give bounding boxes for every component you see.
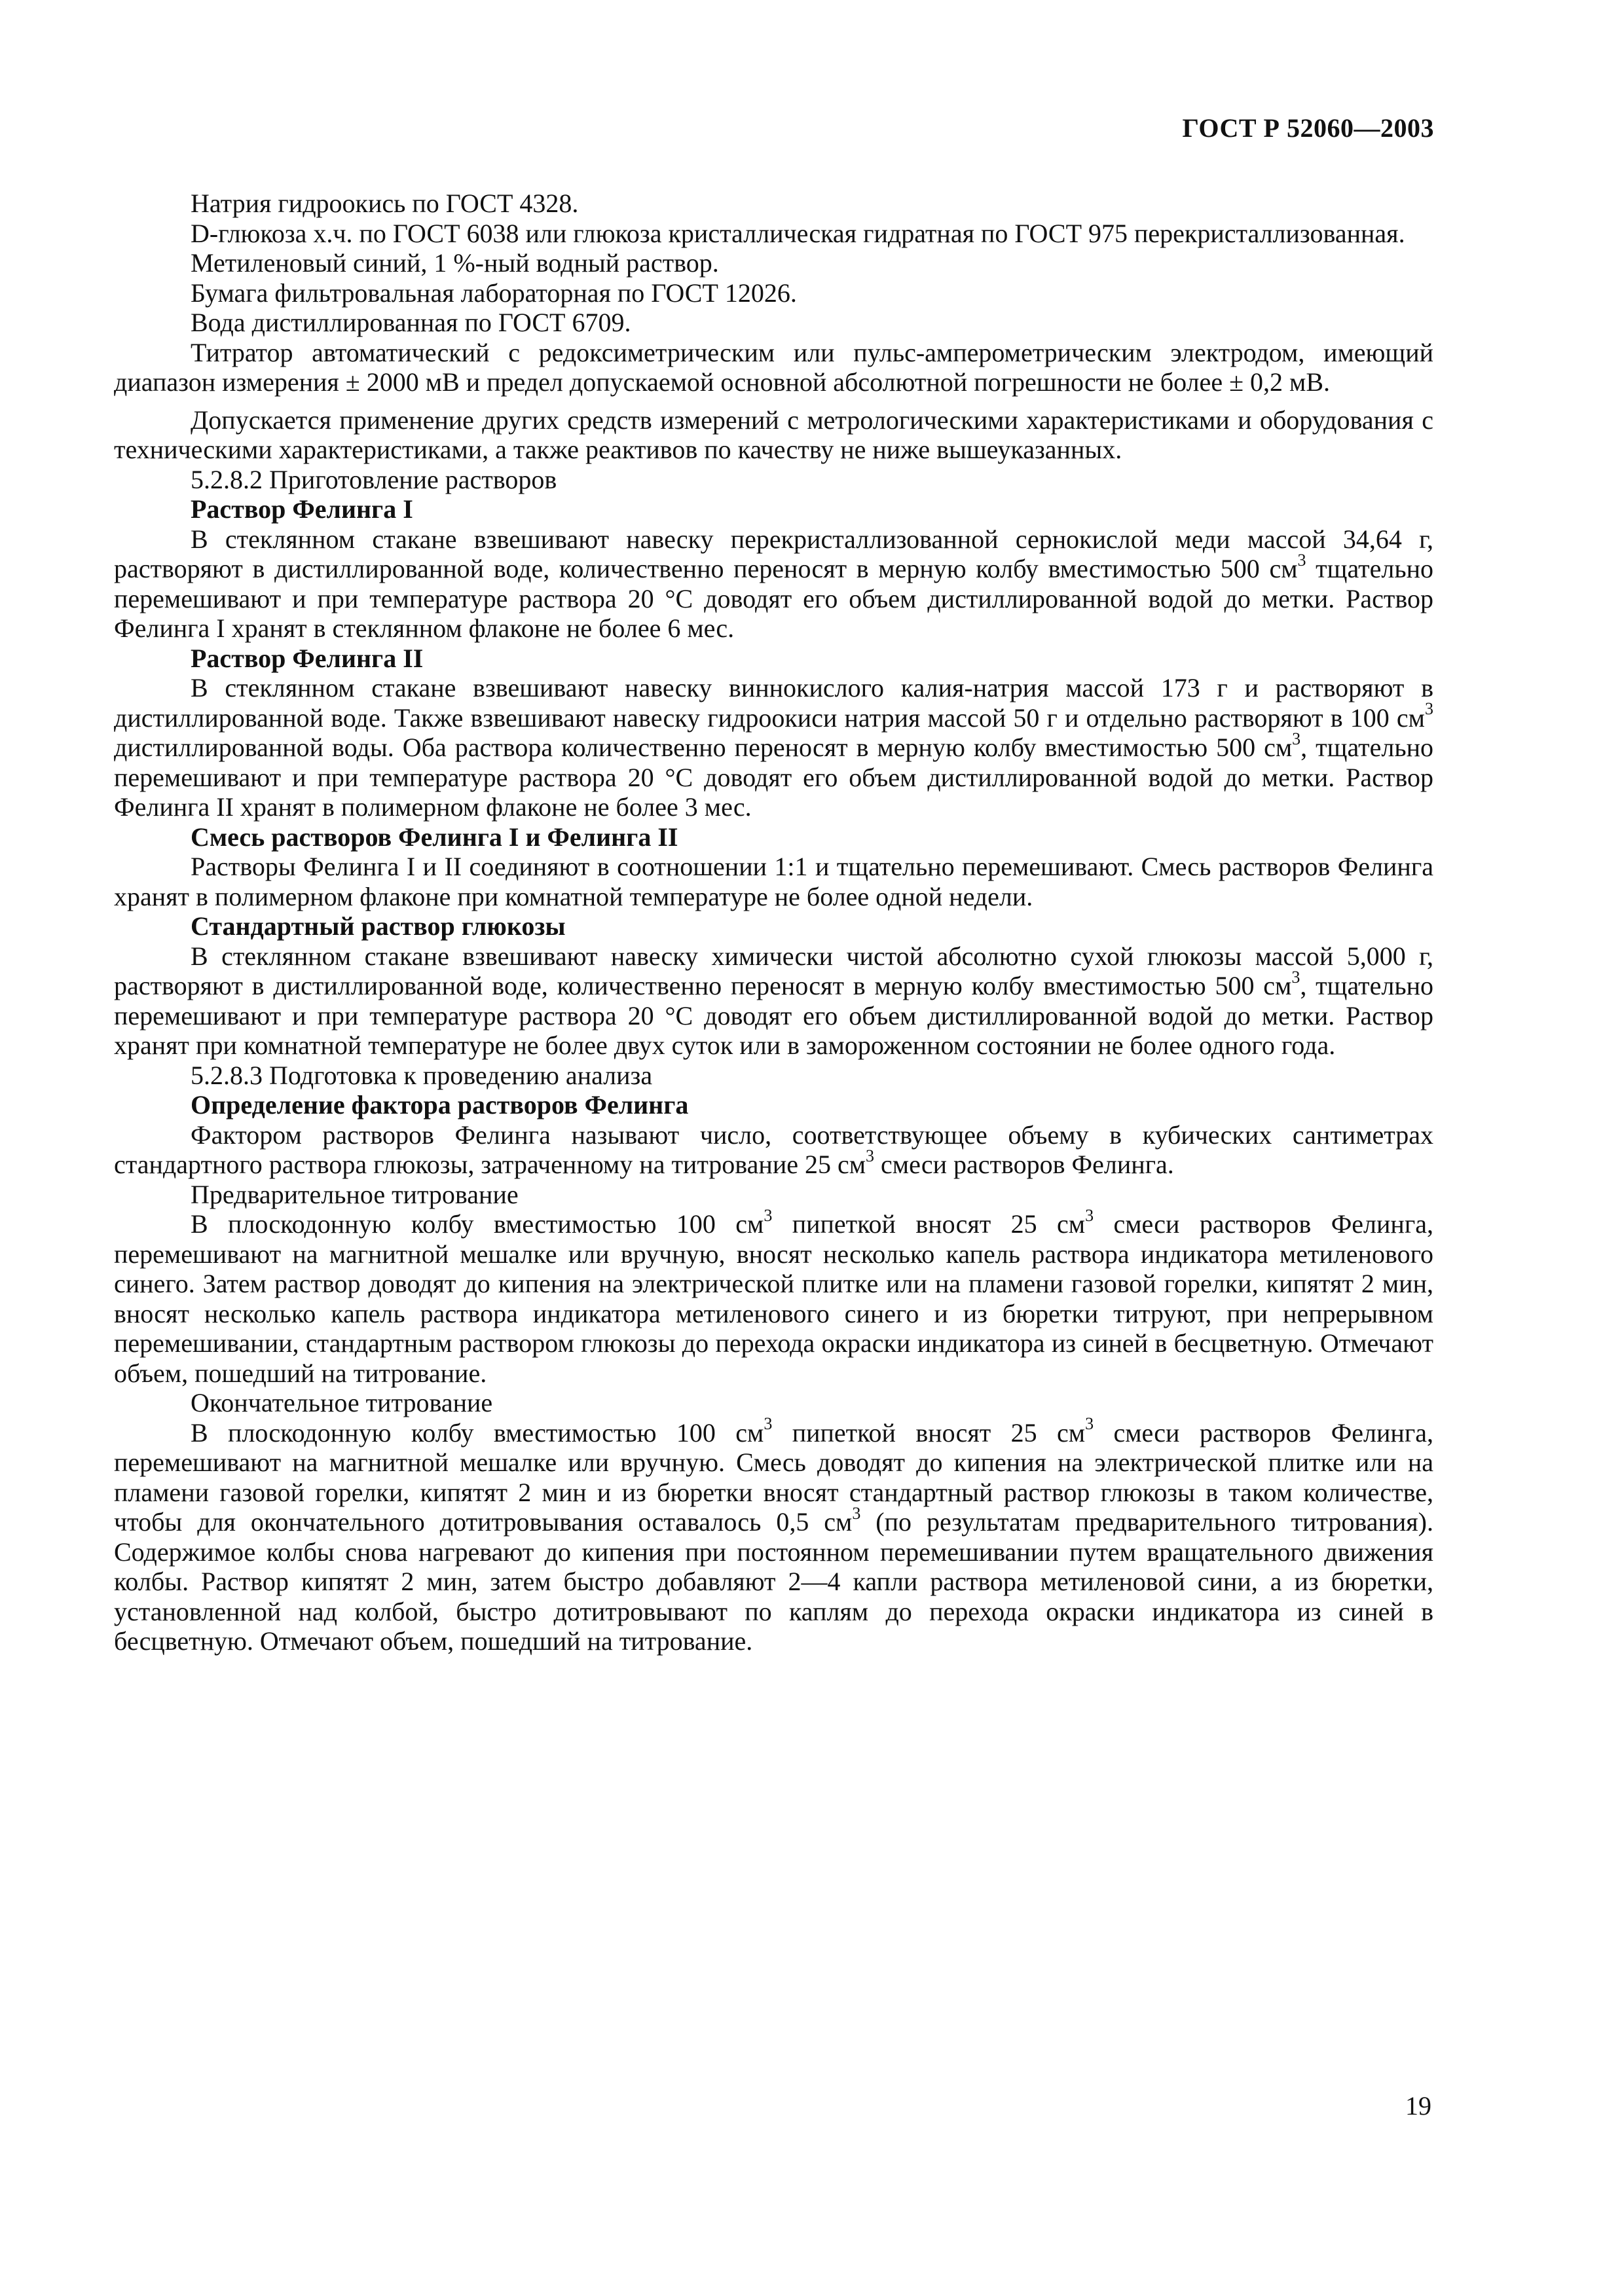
superscript: 3 <box>1085 1205 1094 1225</box>
allowance-paragraph: Допускается применение других средств измерений с метрологическими характеристиками и оборудования с техническими характеристиками, а также реактивов по качеству не ниже вышеуказанных. <box>114 405 1433 464</box>
superscript: 3 <box>1297 550 1306 570</box>
superscript: 3 <box>764 1205 773 1225</box>
glucose-paragraph: В стеклянном стакане взвешивают навеску химически чистой абсолютно сухой глюкозы массой 5,000 г, растворяют в дистиллированной воде, количественно переносят в мерную колбу вместимостью 500 $см^3$, тщательно перемешивают и при температуре раствора 20 °С доводят его объем дистиллированной водой до метки. Раствор хранят при комнатной температуре не более двух суток или в замороженном состоянии не более одного года. <box>114 941 1433 1060</box>
reagent-item: D-глюкоза х.ч. по ГОСТ 6038 или глюкоза кристаллическая гидратная по ГОСТ 975 перекристаллизованная. <box>191 218 1405 248</box>
reagent-item: Натрия гидроокись по ГОСТ 4328. <box>191 189 579 218</box>
section-title-5283: 5.2.8.3 Подготовка к проведению анализа <box>191 1060 653 1090</box>
page-body <box>114 189 1433 1656</box>
reagent-item: Вода дистиллированная по ГОСТ 6709. <box>191 308 631 337</box>
superscript: 3 <box>866 1146 875 1165</box>
final-heading: Окончательное титрование <box>191 1388 493 1417</box>
factor-paragraph: Фактором растворов Фелинга называют число, соответствующее объему в кубических сантиметрах стандартного раствора глюкозы, затраченному на титрование 25 $см^3$ смеси растворов Фелинга. <box>114 1120 1433 1179</box>
superscript: 3 <box>852 1503 861 1523</box>
fehling2-paragraph: В стеклянном стакане взвешивают навеску виннокислого калия-натрия массой 173 г и растворяют в дистиллированной воде. Также взвешивают навеску гидроокиси натрия массой 50 г и отдельно растворяют в 100 $см^3$ дистиллированной воды. Оба раствора количественно переносят в мерную колбу вместимостью 500 $см^3$, тщательно перемешивают и при температуре раствора 20 °С доводят его объем дистиллированной водой до метки. Раствор Фелинга II хранят в полимерном флаконе не более 3 мес. <box>114 673 1433 822</box>
superscript: 3 <box>1292 729 1301 748</box>
superscript: 3 <box>1425 699 1433 719</box>
preliminary-heading: Предварительное титрование <box>191 1179 519 1209</box>
mixture-heading: Смесь растворов Фелинга I и Фелинга II <box>191 822 678 852</box>
superscript: 3 <box>1291 967 1300 987</box>
superscript: 3 <box>764 1414 773 1434</box>
superscript: 3 <box>1085 1414 1094 1434</box>
glucose-heading: Стандартный раствор глюкозы <box>191 911 566 941</box>
reagent-item: Бумага фильтровальная лабораторная по ГОСТ 12026. <box>191 278 797 308</box>
section-title-5282: 5.2.8.2 Приготовление растворов <box>191 464 557 494</box>
document-header: ГОСТ Р 52060—2003 <box>1182 113 1434 143</box>
preliminary-paragraph: В плоскодонную колбу вместимостью 100 $см^3$ пипеткой вносят 25 $см^3$ смеси растворов Фелинга, перемешивают на магнитной мешалке или вручную, вносят несколько капель раствора индикатора метиленового синего. Затем раствор доводят до кипения на электрической плитке или на пламени газовой горелки, кипятят 2 мин, вносят несколько капель раствора индикатора метиленового синего и из бюретки титруют, при непрерывном перемешивании, стандартным раствором глюкозы до перехода окраски индикатора из синей в бесцветную. Отмечают объем, пошедший на титрование. <box>114 1205 1433 1388</box>
factor-heading: Определение фактора растворов Фелинга <box>191 1090 689 1120</box>
final-paragraph: В плоскодонную колбу вместимостью 100 $см^3$ пипеткой вносят 25 $см^3$ смеси растворов Фелинга, перемешивают на магнитной мешалке или вручную. Смесь доводят до кипения на электрической плитке или на пламени газовой горелки, кипятят 2 мин и из бюретки вносят стандартный раствор глюкозы в таком количестве, чтобы для окончательного дотитровывания оставалось 0,5 $см^3$ (по результатам предварительного титрования). Содержимое колбы снова нагревают до кипения при постоянном перемешивании путем вращательного движения колбы. Раствор кипятят 2 мин, затем быстро добавляют 2—4 капли раствора метиленовой сини, а из бюретки, установленной над колбой, быстро дотитровывают по каплям до перехода окраски индикатора из синей в бесцветную. Отмечают объем, пошедший на титрование. <box>114 1414 1433 1656</box>
page-number: 19 <box>1405 2091 1431 2121</box>
fehling2-heading: Раствор Фелинга II <box>191 643 424 673</box>
mixture-paragraph: Растворы Фелинга I и II соединяют в соотношении 1:1 и тщательно перемешивают. Смесь растворов Фелинга хранят в полимерном флаконе при комнатной температуре не более одной недели. <box>114 852 1433 911</box>
fehling1-heading: Раствор Фелинга I <box>191 494 413 524</box>
reagent-item: Метиленовый синий, 1 %-ный водный раствор. <box>191 248 719 278</box>
reagent-item: Титратор автоматический с редоксиметрическим или пульс-амперометрическим электродом, имеющий диапазон измерения ± 2000 мВ и предел допускаемой основной абсолютной погрешности не более ± 0,2 мВ. <box>114 337 1433 397</box>
fehling1-paragraph: В стеклянном стакане взвешивают навеску перекристаллизованной сернокислой меди массой 34,64 г, растворяют в дистиллированной воде, количественно переносят в мерную колбу вместимостью 500 $см^3$ тщательно перемешивают и при температуре раствора 20 °С доводят его объем дистиллированной водой до метки. Раствор Фелинга I хранят в стеклянном флаконе не более 6 мес. <box>114 524 1434 643</box>
